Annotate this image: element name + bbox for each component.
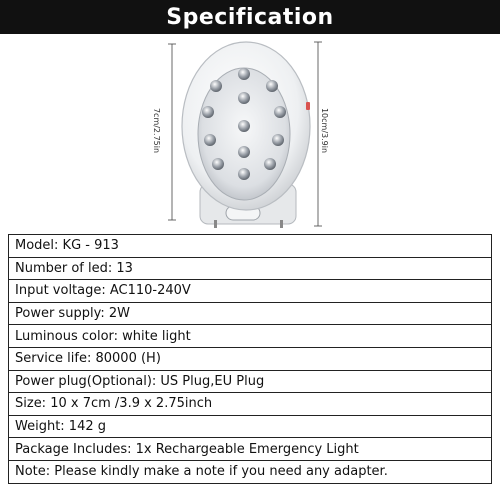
spec-row-service-life xyxy=(9,347,492,370)
spec-row-note xyxy=(9,460,492,483)
spec-cell: Power plug(Optional): US Plug,EU Plug xyxy=(9,370,492,393)
spec-row-power-supply xyxy=(9,302,492,325)
spec-row-model xyxy=(9,235,492,258)
width-dimension-label: 7cm/2.75in xyxy=(152,107,162,154)
width-dimension-line xyxy=(168,44,176,220)
spec-cell: Power supply: 2W xyxy=(9,302,492,325)
spec-row-input-voltage xyxy=(9,280,492,303)
plug-pin-right xyxy=(280,220,283,228)
spec-row-luminous-color xyxy=(9,325,492,348)
spec-banner xyxy=(0,0,500,34)
spec-cell: Luminous color: white light xyxy=(9,325,492,348)
spec-row-led-count xyxy=(9,257,492,280)
spec-cell: Weight: 142 g xyxy=(9,415,492,438)
spec-cell: Service life: 80000 (H) xyxy=(9,347,492,370)
spec-cell: Size: 10 x 7cm /3.9 x 2.75inch xyxy=(9,393,492,416)
charge-indicator xyxy=(306,102,310,110)
spec-row-weight xyxy=(9,415,492,438)
spec-row-size xyxy=(9,393,492,416)
spec-cell: Input voltage: AC110-240V xyxy=(9,280,492,303)
height-dimension-label: 10cm/3.9in xyxy=(320,107,330,154)
spec-cell: Package Includes: 1x Rechargeable Emergency Light xyxy=(9,438,492,461)
spec-table xyxy=(8,234,492,484)
spec-row-package xyxy=(9,438,492,461)
spec-cell: Number of led: 13 xyxy=(9,257,492,280)
page-title: Specification xyxy=(166,4,334,30)
plug-pin-left xyxy=(214,220,217,228)
product-image-area xyxy=(0,34,500,230)
spec-row-power-plug xyxy=(9,370,492,393)
emergency-light-illustration xyxy=(0,34,500,230)
spec-cell: Note: Please kindly make a note if you need any adapter. xyxy=(9,460,492,483)
spec-cell: Model: KG - 913 xyxy=(9,235,492,258)
